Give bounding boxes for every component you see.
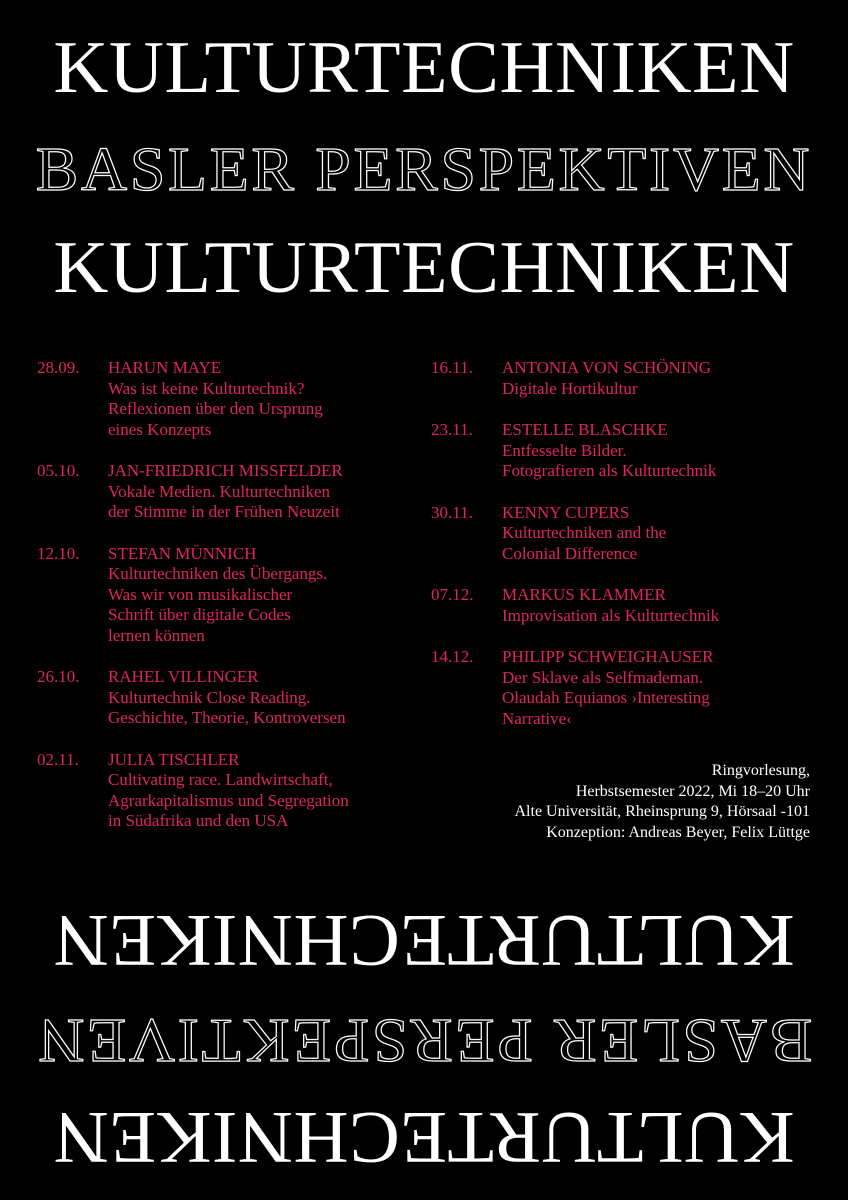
schedule-item (431, 647, 831, 729)
event-date: 28.09. (37, 358, 80, 377)
event-date: 12.10. (37, 543, 80, 563)
event-title-line: der Stimme in der Frühen Neuzeit (108, 502, 340, 521)
schedule-left-column (37, 358, 417, 853)
event-date: 14.12. (431, 647, 474, 666)
event-date: 26.10. (37, 667, 80, 686)
event-title-line: Improvisation als Kulturtechnik (502, 605, 720, 625)
event-title-line: lernen können (108, 625, 205, 645)
schedule-item (37, 544, 417, 647)
info-venue: Alte Universität, Rheinsprung 9, Hörsaal -101 (514, 803, 810, 820)
event-title-line: eines Konzepts (108, 419, 212, 439)
event-title-line: Colonial Difference (502, 543, 638, 563)
event-title-line: Kulturtechniken and the (502, 523, 667, 542)
schedule-item (37, 750, 417, 832)
event-title-line: Was ist keine Kulturtechnik? (108, 378, 305, 398)
event-date: 07.12. (431, 585, 474, 604)
event-speaker: KENNY CUPERS (502, 502, 630, 522)
subheadline-bottom-mirrored: BASLER PERSPEKTIVEN (35, 1006, 813, 1074)
event-speaker: HARUN MAYE (108, 358, 222, 377)
event-title-line: Kulturtechnik Close Reading. (108, 687, 311, 707)
event-title-line: Narrative‹ (502, 708, 572, 728)
headline-top: KULTURTECHNIKEN (53, 27, 795, 109)
event-title-line: Digitale Hortikultur (502, 378, 638, 398)
event-speaker: RAHEL VILLINGER (108, 667, 259, 686)
info-series: Ringvorlesung, (711, 762, 810, 779)
schedule-item (431, 503, 831, 565)
headline-bottom-mirrored: KULTURTECHNIKEN (53, 899, 795, 981)
info-semester-time: Herbstsemester 2022, Mi 18–20 Uhr (575, 782, 810, 800)
event-date: 05.10. (37, 461, 80, 480)
schedule-item (431, 585, 831, 626)
schedule-item (431, 358, 831, 399)
event-speaker: ANTONIA VON SCHÖNING (502, 358, 712, 377)
event-speaker: STEFAN MÜNNICH (108, 543, 257, 563)
event-title-line: Geschichte, Theorie, Kontroversen (108, 708, 346, 727)
subheadline-top: BASLER PERSPEKTIVEN (35, 136, 813, 204)
event-speaker: PHILIPP SCHWEIGHAUSER (502, 647, 714, 666)
event-speaker: JULIA TISCHLER (108, 749, 240, 769)
event-info (515, 761, 811, 843)
event-date: 16.11. (431, 358, 473, 377)
schedule-item (431, 420, 831, 482)
headline-top-repeat: KULTURTECHNIKEN (53, 227, 795, 309)
event-title-line: Was wir von musikalischer (108, 584, 293, 604)
schedule-item (37, 667, 417, 729)
event-date: 02.11. (37, 749, 79, 769)
event-title-line: Vokale Medien. Kulturtechniken (108, 481, 331, 501)
event-speaker: ESTELLE BLASCHKE (502, 420, 668, 439)
event-title-line: Reflexionen über den Ursprung (108, 399, 323, 418)
event-title-line: Fotografieren als Kulturtechnik (502, 461, 717, 480)
event-title-line: Olaudah Equianos ›Interesting (502, 688, 710, 707)
event-title-line: Der Sklave als Selfmademan. (502, 667, 704, 687)
event-date: 23.11. (431, 420, 473, 439)
event-title-line: Kulturtechniken des Übergangs. (108, 564, 328, 583)
event-speaker: JAN-FRIEDRICH MISSFELDER (108, 461, 343, 480)
info-conception: Konzeption: Andreas Beyer, Felix Lüttge (546, 823, 810, 841)
schedule-right-column (431, 358, 831, 750)
event-title-line: in Südafrika und den USA (108, 811, 289, 830)
schedule-item (37, 358, 417, 440)
event-title-line: Cultivating race. Landwirtschaft, (108, 770, 333, 789)
event-date: 30.11. (431, 502, 473, 522)
schedule-item (37, 461, 417, 523)
event-speaker: MARKUS KLAMMER (502, 585, 666, 604)
event-title-line: Entfesselte Bilder. (502, 440, 627, 460)
event-title-line: Agrarkapitalismus und Segregation (108, 790, 349, 810)
event-title-line: Schrift über digitale Codes (108, 605, 291, 624)
headline-bottom-mirrored-repeat: KULTURTECHNIKEN (53, 1096, 795, 1178)
